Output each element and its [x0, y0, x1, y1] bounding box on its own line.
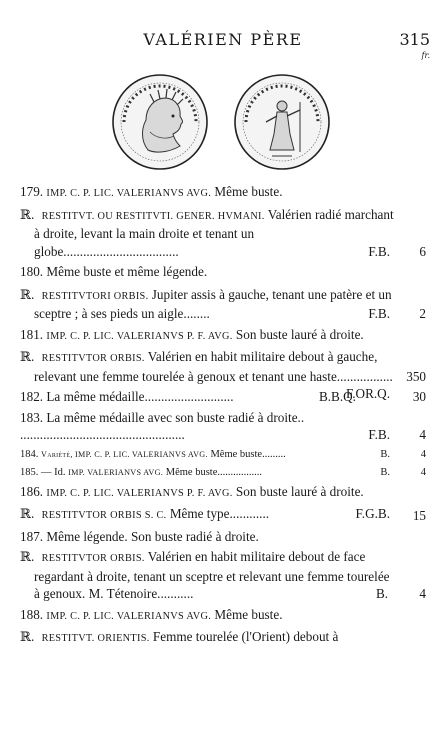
rarity-code: B.B.Q.: [318, 389, 356, 404]
catalogue-entry-reverse: [20, 286, 426, 323]
rarity-code: F.B.: [368, 427, 390, 442]
rarity-code: F.B.: [368, 306, 390, 321]
catalogue-entry: [20, 388, 426, 406]
entry-value: 15: [412, 508, 426, 523]
coin-legend: IMP. VALERIANVS AVG.: [68, 467, 164, 477]
rarity-code: B.: [380, 448, 390, 460]
coin-legend: IMP. C. P. LIC. VALERIANVS P. F. AVG.: [46, 487, 233, 499]
coin-legend: IMP. C. P. LIC. VALERIANVS AVG.: [46, 610, 212, 622]
entry-description: Valérien radié marchant à droite, levant la main droite et tenant un globe...................................: [34, 206, 394, 259]
coin-legend: IMP. C. P. LIC. VALERIANVS P. F. AVG.: [46, 330, 233, 342]
catalogue-entry-variant: [20, 465, 426, 480]
entry-number: 183.: [20, 409, 44, 425]
coin-legend: RESTITVTOR ORBIS S. C.: [41, 510, 167, 521]
entry-description: Même buste.: [214, 184, 283, 199]
entry-description: Même buste.................: [165, 466, 263, 478]
entry-value: 2: [419, 306, 426, 321]
entry-description: Même légende. Son buste radié à droite.: [46, 528, 259, 544]
entry-number: 180.: [20, 264, 44, 279]
entry-value: 4: [420, 448, 426, 460]
catalogue-entry: [20, 606, 426, 626]
catalogue-entry: [20, 263, 426, 283]
entry-number: 184.: [20, 448, 39, 460]
coin-legend: RESTITVT. OU RESTITVTI. GENER. HVMANI.: [41, 210, 265, 222]
reverse-mark: ℝ.: [20, 286, 35, 302]
entry-value: 350: [406, 368, 426, 384]
entry-description: Même buste.........: [210, 448, 286, 460]
rarity-code: F.B.: [368, 243, 390, 259]
page-title: VALÉRIEN PÈRE: [143, 30, 303, 49]
reverse-mark: ℝ.: [20, 549, 35, 564]
entry-description: Même type............: [169, 506, 270, 521]
entry-number: 185. — Id.: [20, 466, 66, 478]
coin-obverse-image: [110, 72, 210, 172]
entry-description: Même buste et même légende.: [46, 264, 208, 279]
catalogue-entry: [20, 409, 426, 444]
entry-value: 4: [420, 466, 426, 478]
coin-legend: Variété, IMP. C. P. LIC. VALERIANVS AVG.: [41, 449, 208, 459]
catalogue-entry: [20, 528, 426, 546]
entry-value: 6: [419, 243, 426, 259]
entry-number: 188.: [20, 606, 44, 622]
entry-number: 186.: [20, 483, 44, 499]
catalogue-entry: [20, 483, 426, 503]
entry-number: 182.: [20, 389, 44, 404]
entry-value: 4: [419, 427, 426, 442]
entry-number: 181.: [20, 326, 44, 342]
entry-description: Valérien en habit militaire debout à gauche, relevant une femme tourelée à genoux et tenant une haste.................: [34, 349, 393, 384]
rarity-code: B.: [380, 466, 390, 478]
catalogue-entry-reverse: [20, 505, 426, 525]
coin-legend: RESTITVTOR ORBIS.: [41, 553, 145, 564]
entry-description: Même buste.: [214, 606, 283, 622]
coin-legend: IMP. C. P. LIC. VALERIANVS AVG.: [46, 188, 212, 199]
entry-description: La même médaille avec son buste radié à droite.. ..................................................: [20, 409, 305, 442]
currency-unit: fr.: [421, 51, 430, 60]
entry-description: Valérien en habit militaire debout de face regardant à droite, tenant un sceptre et relevant une femme tourelée à genoux. M. Tétenoire...........: [34, 549, 390, 601]
reverse-mark: ℝ.: [20, 506, 35, 521]
catalogue-entry-variant: [20, 447, 426, 462]
catalogue-entry-reverse: [20, 628, 426, 648]
entry-number: 179.: [20, 184, 44, 199]
coin-legend: RESTITVTOR ORBIS.: [41, 353, 145, 364]
coin-reverse-image: [232, 72, 332, 172]
entry-description: Femme tourelée (l'Orient) debout à: [152, 629, 339, 644]
coin-legend: RESTITVT. ORIENTIS.: [41, 633, 150, 644]
page-header: [0, 30, 446, 60]
coin-legend: RESTITVTORI ORBIS.: [41, 290, 149, 302]
catalogue-entry: [20, 326, 426, 346]
coin-illustration: [110, 72, 340, 172]
entry-description: Son buste lauré à droite.: [235, 326, 364, 342]
catalogue-entry-reverse: [20, 206, 426, 261]
catalogue-entry: [20, 183, 426, 203]
catalogue-entry-reverse: ℝ. RESTITVTOR ORBIS. Valérien en habit militaire debout de face regardant à droite, tenant un sceptre et relevant une femme tourelée à genoux. M. Tétenoire........... B. 4: [20, 549, 426, 601]
rarity-code: F.OR.Q.: [345, 386, 390, 401]
page-number: 315: [399, 30, 430, 49]
entry-value: 30: [412, 389, 426, 404]
reverse-mark: ℝ.: [20, 206, 35, 222]
catalogue-entries: [20, 183, 426, 651]
entry-description: La même médaille...........................: [46, 389, 234, 404]
entry-value: 4: [419, 586, 426, 601]
entry-number: 187.: [20, 528, 44, 544]
reverse-mark: ℝ.: [20, 629, 35, 644]
entry-description: Jupiter assis à gauche, tenant une patère et un sceptre ; à ses pieds un aigle........: [34, 286, 392, 321]
reverse-mark: ℝ.: [20, 349, 35, 364]
entry-description: Son buste lauré à droite.: [235, 483, 364, 499]
rarity-code: F.G.B.: [355, 506, 390, 521]
